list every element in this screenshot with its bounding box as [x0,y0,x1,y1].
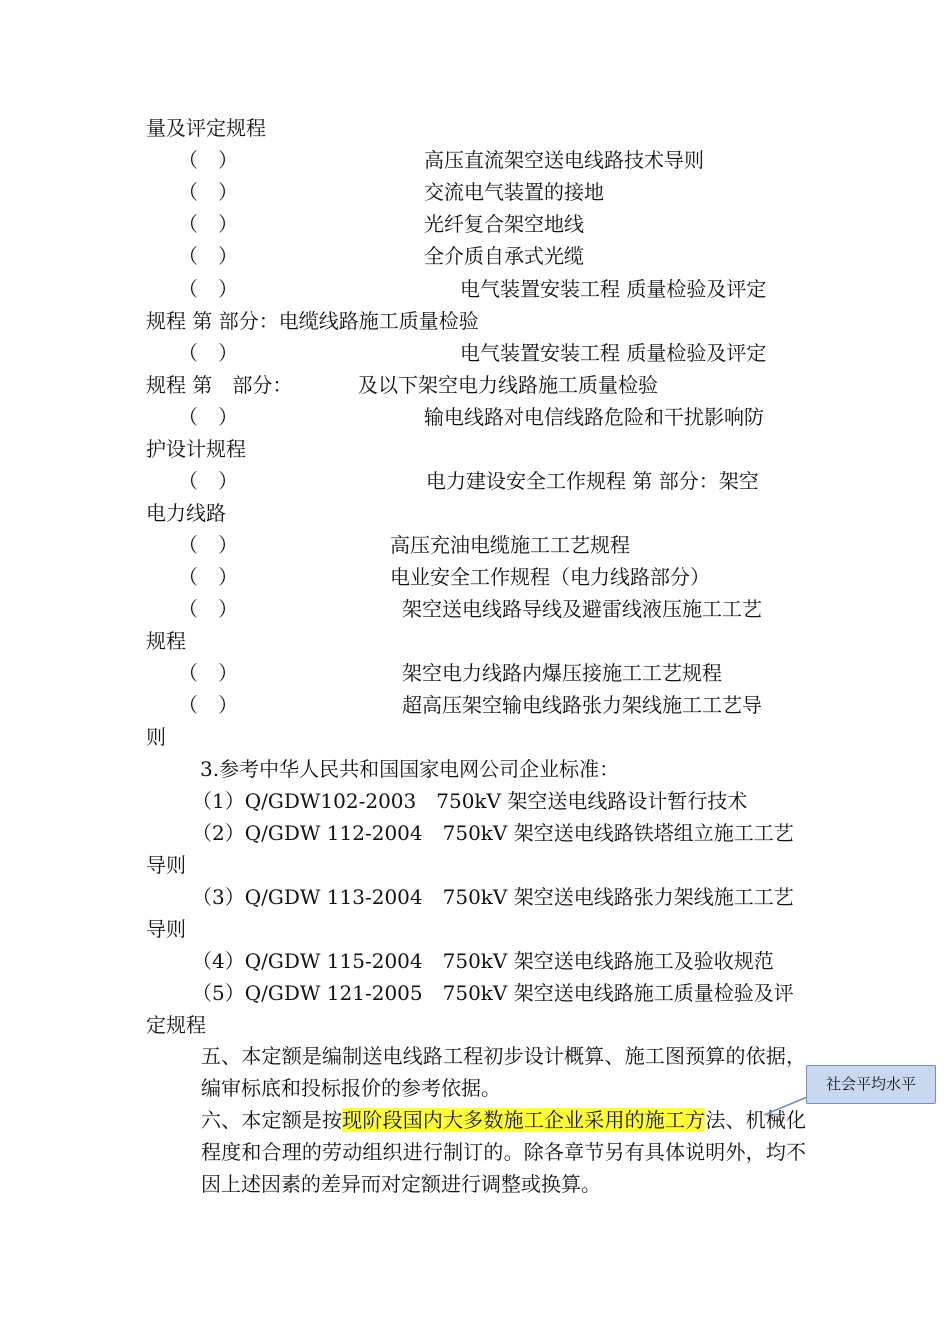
enterprise-standard-cont: 定规程 [146,1013,206,1037]
paren-blank: （ ） [178,565,238,589]
standard-title: 全介质自承式光缆 [424,244,584,268]
enterprise-standard-cont: 导则 [146,917,186,941]
highlighted-text[interactable]: 现阶段国内大多数施工企业采用的施工方 [342,1108,706,1132]
enterprise-standard: （2）Q/GDW 112-2004 750kV 架空送电线路铁塔组立施工工艺 [192,821,794,845]
comment-bubble[interactable]: 社会平均水平 [806,1065,936,1104]
paragraph-six [146,1104,806,1200]
paren-blank: （ ） [178,597,238,621]
standard-title-cont: 规程 [146,629,186,653]
paren-blank: （ ） [178,661,238,685]
paren-blank: （ ） [178,469,238,493]
enterprise-standard: （4）Q/GDW 115-2004 750kV 架空送电线路施工及验收规范 [192,949,774,973]
standard-title-cont: 规程 第 部分： [146,373,293,397]
paragraph-six-rest: 法、机械化程度和合理的劳动组织进行制订的。除各章节另有具体说明外，均不因上述因素的差异而对定额进行调整或换算。 [201,1108,807,1196]
paren-blank: （ ） [178,693,238,717]
standard-title-cont: 及以下架空电力线路施工质量检验 [358,373,658,397]
standard-title: 交流电气装置的接地 [424,180,604,204]
paren-blank: （ ） [178,148,238,172]
standard-title: 光纤复合架空地线 [424,212,584,236]
enterprise-standard-cont: 导则 [146,853,186,877]
standard-title: 电气装置安装工程 质量检验及评定 [460,277,767,301]
enterprise-standard: （3）Q/GDW 113-2004 750kV 架空送电线路张力架线施工工艺 [192,885,794,909]
standard-title: 高压直流架空送电线路技术导则 [424,148,704,172]
paragraph-five: 五、本定额是编制送电线路工程初步设计概算、施工图预算的依据，编审标底和投标报价的参考依据。 [201,1044,806,1100]
paren-blank: （ ） [178,405,238,429]
standard-title: 电力建设安全工作规程 第 部分：架空 [426,469,759,493]
standard-title: 输电线路对电信线路危险和干扰影响防 [424,405,764,429]
enterprise-standard: （1）Q/GDW102-2003 750kV 架空送电线路设计暂行技术 [192,789,748,813]
standard-title: 架空电力线路内爆压接施工工艺规程 [402,661,722,685]
standard-title-cont: 护设计规程 [146,437,246,461]
paren-blank: （ ） [178,212,238,236]
standard-title-cont: 规程 第 部分：电缆线路施工质量检验 [146,309,479,333]
standard-title-cont: 电力线路 [146,501,226,525]
paren-blank: （ ） [178,277,238,301]
paren-blank: （ ） [178,533,238,557]
standard-title: 高压充油电缆施工工艺规程 [390,533,630,557]
text-line: 量及评定规程 [146,116,266,140]
standard-title: 架空送电线路导线及避雷线液压施工工艺 [402,597,762,621]
section-heading: 3.参考中华人民共和国国家电网公司企业标准： [200,757,620,781]
paren-blank: （ ） [178,180,238,204]
standard-title: 超高压架空输电线路张力架线施工工艺导 [402,693,762,717]
enterprise-standard: （5）Q/GDW 121-2005 750kV 架空送电线路施工质量检验及评 [192,981,794,1005]
paragraph-six-start: 六、本定额是按 [201,1108,343,1132]
standard-title: 电业安全工作规程（电力线路部分） [390,565,710,589]
standard-title-cont: 则 [146,725,166,749]
paren-blank: （ ） [178,244,238,268]
standard-title: 电气装置安装工程 质量检验及评定 [460,341,767,365]
paren-blank: （ ） [178,341,238,365]
